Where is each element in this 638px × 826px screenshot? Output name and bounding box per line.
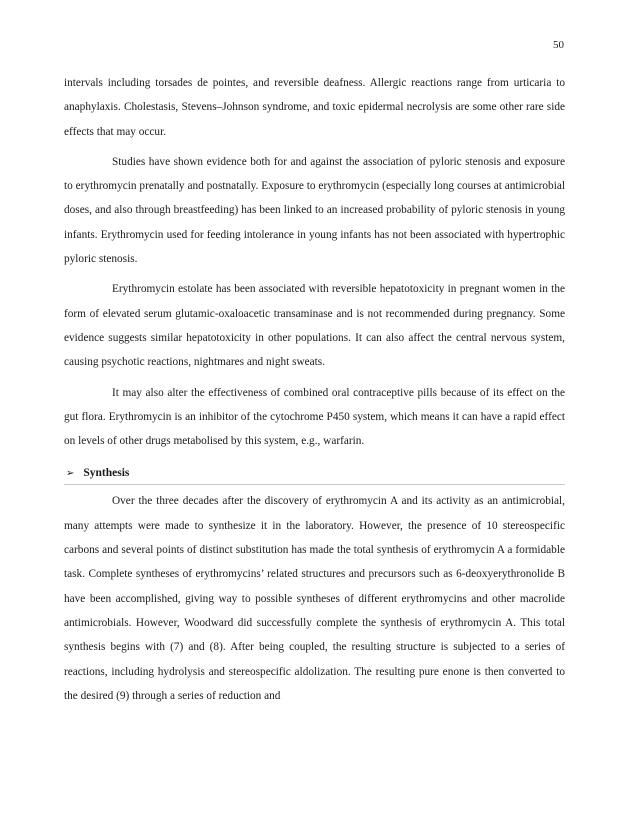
paragraph-drug-interactions: It may also alter the effectiveness of combined oral contraceptive pills because of its effect on the gut flora. Erythromycin is an inhibitor of the cytochrome P450 system, which means it can have a rapid effect on levels of other drugs metabolised by this system, e.g., warfarin. bbox=[64, 386, 565, 448]
arrow-bullet-icon: ➢ bbox=[66, 467, 75, 479]
paragraph-side-effects: intervals including torsades de pointes, and reversible deafness. Allergic reactions range from urticaria to anaphylaxis. Cholestasis, Stevens–Johnson syndrome, and toxic epidermal necrolysis are some other rare side effects that may occur. bbox=[64, 77, 565, 138]
section-heading-synthesis bbox=[64, 467, 565, 485]
paragraph-synthesis: Over the three decades after the discovery of erythromycin A and its activity as an antimicrobial, many attempts were made to synthesize it in the laboratory. However, the presence of 10 stereospecific carbons and several points of distinct substitution has made the total synthesis of erythromycin A a formidable task. Complete syntheses of erythromycins’ related structures and precursors such as 6-deoxyerythronolide B have been accomplished, giving way to possible syntheses of different erythromycins and other macrolide antimicrobials. However, Woodward did successfully complete the synthesis of erythromycin A. This total synthesis begins with (7) and (8). After being coupled, the resulting structure is subjected to a series of reactions, including hydrolysis and stereospecific aldolization. The resulting pure enone is then converted to the desired (9) through a series of reduction and bbox=[64, 495, 565, 702]
page-number: 50 bbox=[553, 39, 564, 51]
section-heading-label: Synthesis bbox=[83, 467, 130, 480]
paragraph-hepatotoxicity: Erythromycin estolate has been associated with reversible hepatotoxicity in pregnant women in the form of elevated serum glutamic-oxaloacetic transaminase and is not recommended during pregnancy. Some evidence suggests similar hepatotoxicity in other populations. It can also affect the central nervous system, causing psychotic reactions, nightmares and night sweats. bbox=[64, 283, 565, 369]
paragraph-pyloric-stenosis: Studies have shown evidence both for and against the association of pyloric stenosis and exposure to erythromycin prenatally and postnatally. Exposure to erythromycin (especially long courses at antimicrobial doses, and also through breastfeeding) has been linked to an increased probability of pyloric stenosis in young infants. Erythromycin used for feeding intolerance in young infants has not been associated with hypertrophic pyloric stenosis. bbox=[64, 155, 565, 266]
page-content bbox=[64, 71, 565, 714]
